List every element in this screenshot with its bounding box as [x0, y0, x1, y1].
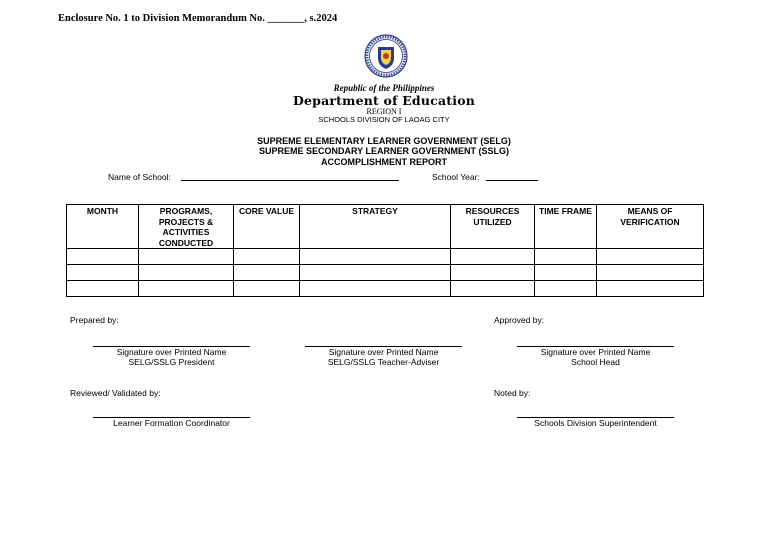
- school-name-field[interactable]: [181, 180, 399, 181]
- report-title: ACCOMPLISHMENT REPORT: [321, 157, 447, 167]
- table-cell[interactable]: [597, 249, 704, 265]
- coordinator-role: Learner Formation Coordinator: [113, 418, 230, 428]
- report-title-sslg: SUPREME SECONDARY LEARNER GOVERNMENT (SSLG): [258, 146, 510, 156]
- adviser-role: SELG/SSLG Teacher-Adviser: [327, 357, 440, 367]
- table-cell[interactable]: [67, 265, 139, 281]
- school-head-role: School Head: [571, 357, 620, 367]
- table-cell[interactable]: [300, 249, 451, 265]
- table-cell[interactable]: [234, 281, 300, 297]
- prepared-by-label: Prepared by:: [70, 315, 119, 325]
- table-cell[interactable]: [300, 281, 451, 297]
- school-head-signature-caption: Signature over Printed Name: [540, 347, 651, 357]
- deped-seal-icon: [364, 34, 408, 78]
- president-signature-caption: Signature over Printed Name: [116, 347, 227, 357]
- table-cell[interactable]: [234, 249, 300, 265]
- column-header-time-frame: TIME FRAME: [535, 205, 597, 249]
- table-row: [67, 249, 704, 265]
- accomplishment-table: [66, 204, 704, 297]
- table-cell[interactable]: [535, 265, 597, 281]
- table-cell[interactable]: [597, 265, 704, 281]
- table-cell[interactable]: [451, 249, 535, 265]
- table-cell[interactable]: [139, 249, 234, 265]
- table-cell[interactable]: [300, 265, 451, 281]
- table-cell[interactable]: [139, 265, 234, 281]
- table-cell[interactable]: [67, 249, 139, 265]
- adviser-signature-caption: Signature over Printed Name: [328, 347, 439, 357]
- column-header-month: MONTH: [67, 205, 139, 249]
- school-name-label: Name of School:: [108, 172, 171, 182]
- table-cell[interactable]: [139, 281, 234, 297]
- division-label: SCHOOLS DIVISION OF LAOAG CITY: [318, 115, 450, 124]
- table-cell[interactable]: [451, 265, 535, 281]
- table-cell[interactable]: [234, 265, 300, 281]
- republic-label: Republic of the Philippines: [333, 83, 435, 93]
- noted-by-label: Noted by:: [494, 388, 531, 398]
- column-header-strategy: STRATEGY: [300, 205, 451, 249]
- president-role: SELG/SSLG President: [128, 357, 215, 367]
- column-header-resources: RESOURCES UTILIZED: [451, 205, 535, 249]
- table-row: [67, 281, 704, 297]
- school-year-label: School Year:: [432, 172, 480, 182]
- column-header-core-value: CORE VALUE: [234, 205, 300, 249]
- table-header-row: [67, 205, 704, 249]
- table-cell[interactable]: [535, 249, 597, 265]
- approved-by-label: Approved by:: [494, 315, 545, 325]
- column-header-programs: PROGRAMS, PROJECTS & ACTIVITIES CONDUCTED: [139, 205, 234, 249]
- reviewed-by-label: Reviewed/ Validated by:: [70, 388, 161, 398]
- superintendent-role: Schools Division Superintendent: [534, 418, 657, 428]
- report-title-selg: SUPREME ELEMENTARY LEARNER GOVERNMENT (SELG): [257, 136, 511, 146]
- table-cell[interactable]: [597, 281, 704, 297]
- department-name: Department of Education: [292, 93, 476, 108]
- table-row: [67, 265, 704, 281]
- table-cell[interactable]: [451, 281, 535, 297]
- table-cell[interactable]: [67, 281, 139, 297]
- table-cell[interactable]: [535, 281, 597, 297]
- column-header-means-of-verification: MEANS OF VERIFICATION: [597, 205, 704, 249]
- school-year-field[interactable]: [486, 180, 538, 181]
- enclosure-heading: Enclosure No. 1 to Division Memorandum No. _______, s.2024: [58, 13, 338, 24]
- region-label: REGION I: [366, 107, 402, 116]
